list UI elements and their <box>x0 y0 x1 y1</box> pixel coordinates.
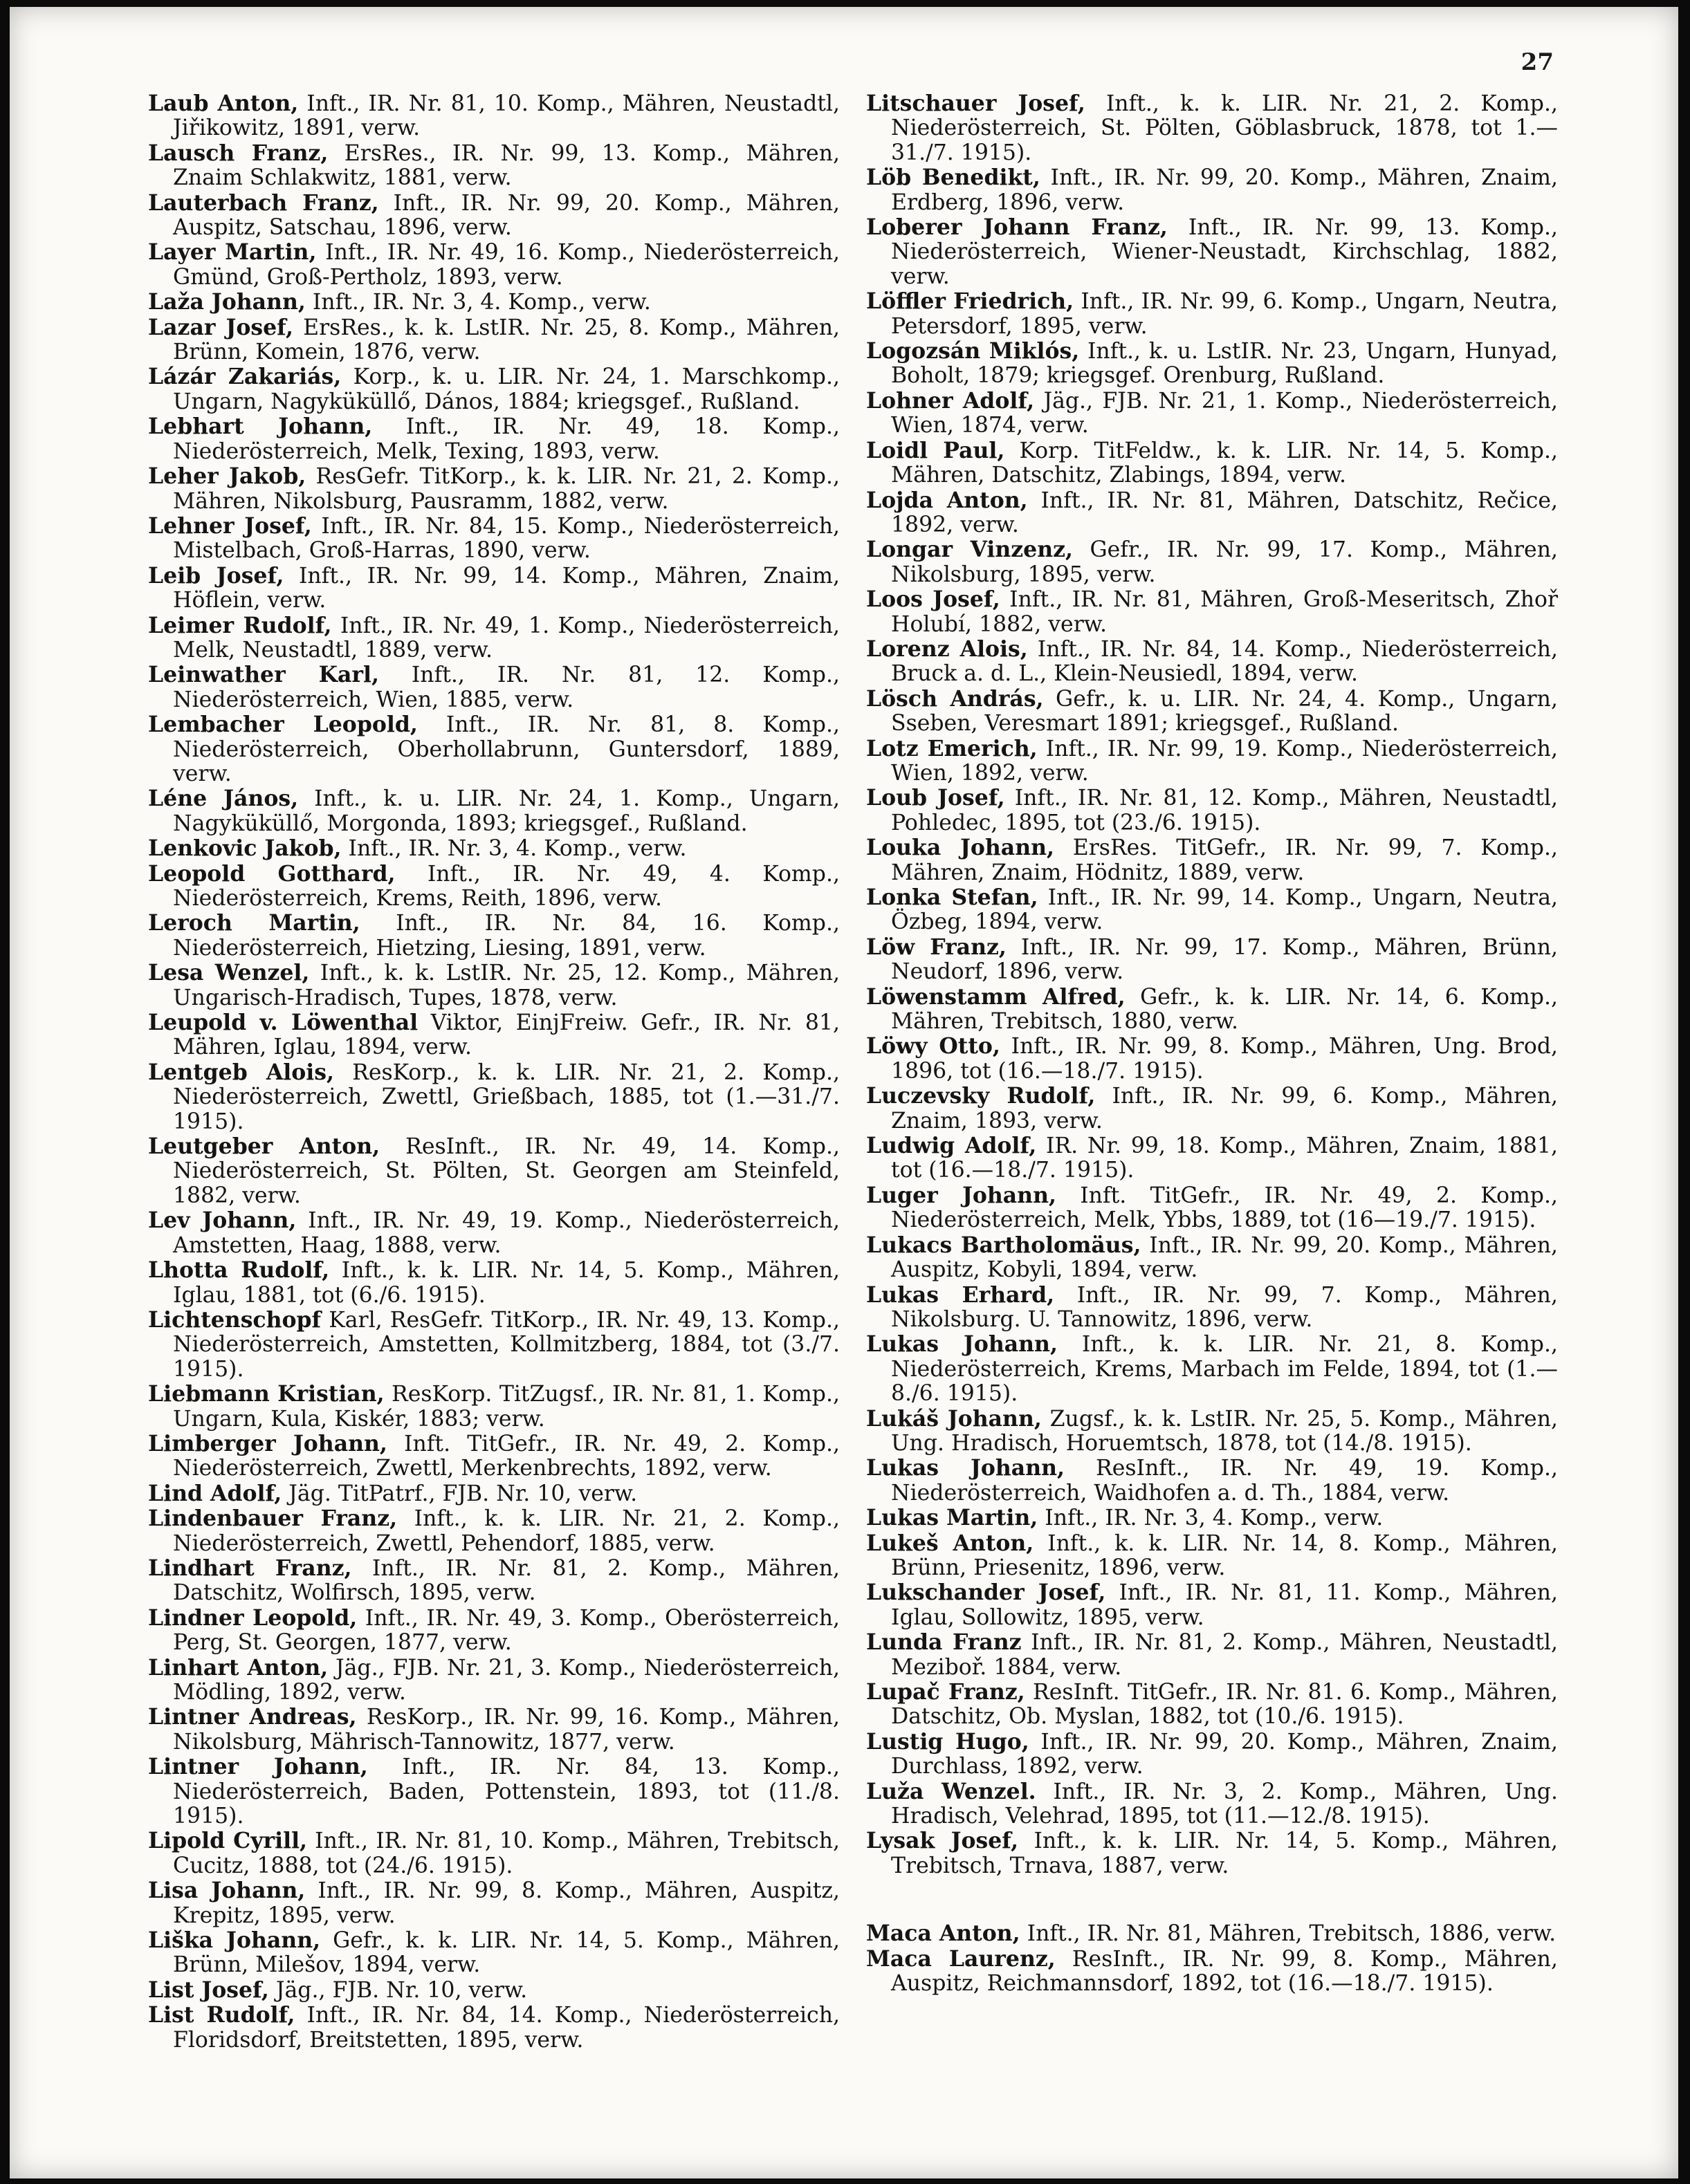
casualty-entry <box>148 414 840 464</box>
casualty-entry <box>866 1233 1558 1283</box>
entry-name: Lintner Andreas, <box>148 1704 357 1730</box>
entry-name: Leutgeber Anton, <box>148 1133 380 1160</box>
casualty-entry <box>148 1506 840 1556</box>
entry-details: Viktor, EinjFreiw. Gefr., IR. Nr. 81, Mähren, Iglau, 1894, verw. <box>173 1010 841 1060</box>
casualty-entry <box>148 2003 840 2053</box>
casualty-entry <box>866 835 1558 885</box>
entry-details: Inft., IR. Nr. 49, 3. Komp., Oberösterreich, Perg, St. Georgen, 1877, verw. <box>173 1605 840 1656</box>
entry-name: Lukacs Bartholomäus, <box>866 1232 1141 1258</box>
entry-name: Lohner Adolf, <box>866 387 1035 414</box>
entry-details: Inft., IR. Nr. 99, 14. Komp., Ungarn, Neutra, Özbeg, 1894, verw. <box>891 885 1558 935</box>
entry-name: Leroch Martin, <box>148 910 360 936</box>
entry-name: List Rudolf, <box>148 2002 295 2028</box>
casualty-entry <box>148 1060 840 1134</box>
casualty-entry <box>866 1506 1558 1530</box>
entry-details: Inft., IR. Nr. 81, 2. Komp., Mähren, Datschitz, Wolfirsch, 1895, verw. <box>173 1555 840 1606</box>
entry-details: ResGefr. TitKorp., k. k. LIR. Nr. 21, 2. Komp., Mähren, Nikolsburg, Pausramm, 1882, verw. <box>173 464 840 514</box>
entry-details: Inft., IR. Nr. 84, 14. Komp., Niederösterreich, Floridsdorf, Breitstetten, 1895, verw. <box>173 2003 840 2053</box>
entry-details: ErsRes., k. k. LstIR. Nr. 25, 8. Komp., Mähren, Brünn, Komein, 1876, verw. <box>173 315 841 365</box>
casualty-entry <box>866 537 1558 587</box>
casualty-entry <box>148 1010 840 1060</box>
casualty-entry <box>148 1481 840 1506</box>
entry-details: Inft., IR. Nr. 99, 19. Komp., Niederösterreich, Wien, 1892, verw. <box>891 736 1558 786</box>
entry-details: Inft., IR. Nr. 49, 16. Komp., Niederösterreich, Gmünd, Groß-Pertholz, 1893, verw. <box>173 240 840 290</box>
entry-name: Lipold Cyrill, <box>148 1828 308 1854</box>
entry-name: Lhotta Rudolf, <box>148 1257 330 1284</box>
casualty-entry <box>148 1656 840 1705</box>
entry-details: ResInft., IR. Nr. 49, 19. Komp., Niederösterreich, Waidhofen a. d. Th., 1884, verw. <box>891 1456 1558 1506</box>
casualty-entry <box>148 514 840 564</box>
entry-details: Inft., IR. Nr. 99, 14. Komp., Mähren, Znaim, Höflein, verw. <box>173 563 840 613</box>
entry-name: Lunda Franz <box>866 1629 1022 1656</box>
entry-name: Lichtenschopf <box>148 1306 322 1333</box>
casualty-entry <box>866 737 1558 786</box>
entry-details: Inft., IR. Nr. 99, 20. Komp., Mähren, Auspitz, Kobyli, 1894, verw. <box>891 1232 1558 1283</box>
entry-details: Inft., IR. Nr. 3, 4. Komp., verw. <box>1038 1506 1384 1531</box>
entry-name: Leinwather Karl, <box>148 662 379 688</box>
casualty-entry <box>866 389 1558 438</box>
entry-name: Laža Johann, <box>148 289 306 315</box>
casualty-entry <box>148 1878 840 1928</box>
entry-details: ErsRes. TitGefr., IR. Nr. 99, 7. Komp., Mähren, Znaim, Hödnitz, 1889, verw. <box>891 835 1558 885</box>
entry-details: Korp. TitFeldw., k. k. LIR. Nr. 14, 5. Komp., Mähren, Datschitz, Zlabings, 1894, verw. <box>891 438 1559 488</box>
entry-details: Gefr., k. u. LIR. Nr. 24, 4. Komp., Ungarn, Sseben, Veresmart 1891; kriegsgef., Rußland. <box>891 686 1558 737</box>
entry-details: Inft., k. u. LIR. Nr. 24, 1. Komp., Ungarn, Nagyküküllő, Morgonda, 1893; kriegsgef., Rußland. <box>173 786 840 836</box>
casualty-entry <box>148 464 840 514</box>
casualty-entry <box>148 364 840 414</box>
entry-details: Inft., IR. Nr. 99, 13. Komp., Niederösterreich, Wiener-Neustadt, Kirchschlag, 1882, verw. <box>891 215 1559 289</box>
casualty-entry <box>148 191 840 241</box>
entry-name: Löwy Otto, <box>866 1033 1000 1059</box>
casualty-entry <box>866 215 1558 289</box>
casualty-entry <box>866 339 1558 389</box>
entry-name: Lentgeb Alois, <box>148 1059 334 1085</box>
entry-details: Inft., IR. Nr. 49, 19. Komp., Niederösterreich, Amstetten, Haag, 1888, verw. <box>173 1208 840 1258</box>
entry-details: ResKorp., k. k. LIR. Nr. 21, 2. Komp., Niederösterreich, Zwettl, Grießbach, 1885, tot (1.—31./7. 1915). <box>173 1059 840 1134</box>
entry-details: ResInft. TitGefr., IR. Nr. 81. 6. Komp., Mähren, Datschitz, Ob. Myslan, 1882, tot (10./6. 1915). <box>891 1680 1558 1730</box>
left-column <box>148 91 840 2053</box>
entry-name: Lukeš Anton, <box>866 1530 1034 1556</box>
section-gap <box>866 1878 1558 1921</box>
entry-details: Inft., IR. Nr. 81, 10. Komp., Mähren, Trebitsch, Cucitz, 1888, tot (24./6. 1915). <box>173 1829 840 1878</box>
entry-name: Lenkovic Jakob, <box>148 835 342 862</box>
casualty-entry <box>866 1034 1558 1084</box>
entry-details: Inft., IR. Nr. 84, 16. Komp., Niederösterreich, Hietzing, Liesing, 1891, verw. <box>173 911 840 961</box>
entry-name: Laub Anton, <box>148 91 299 116</box>
entry-name: Liebmann Kristian, <box>148 1381 385 1407</box>
entry-name: Lintner Johann, <box>148 1754 368 1780</box>
entry-name: Lindenbauer Franz, <box>148 1506 398 1532</box>
casualty-entry <box>148 1606 840 1656</box>
casualty-entry <box>866 1283 1558 1333</box>
casualty-entry <box>148 1382 840 1432</box>
entry-name: Lysak Josef, <box>866 1828 1019 1854</box>
entry-details: ErsRes., IR. Nr. 99, 13. Komp., Mähren, Znaim Schlakwitz, 1881, verw. <box>173 140 840 191</box>
casualty-entry <box>148 1928 840 1978</box>
entry-details: Gefr., k. k. LIR. Nr. 14, 5. Komp., Mähren, Brünn, Milešov, 1894, verw. <box>173 1928 840 1978</box>
entry-details: Inft., IR. Nr. 99, 20. Komp., Mähren, Znaim, Durchlass, 1892, verw. <box>891 1729 1558 1779</box>
casualty-entry <box>148 911 840 961</box>
entry-name: Léne János, <box>148 786 299 812</box>
entry-name: Maca Laurenz, <box>866 1945 1056 1972</box>
casualty-entry <box>866 1730 1558 1779</box>
casualty-entry <box>866 1407 1558 1456</box>
entry-name: Leopold Gotthard, <box>148 860 396 887</box>
entry-name: Lindhart Franz, <box>148 1555 352 1581</box>
page-number: 27 <box>1521 48 1554 76</box>
entry-details: Inft., IR. Nr. 81, 10. Komp., Mähren, Neustadtl, Jiřikowitz, 1891, verw. <box>173 91 840 141</box>
entry-name: Lojda Anton, <box>866 487 1028 513</box>
casualty-entry <box>148 836 840 861</box>
entry-name: Longar Vinzenz, <box>866 537 1073 563</box>
casualty-entry <box>148 315 840 365</box>
entry-name: Luczevsky Rudolf, <box>866 1083 1096 1109</box>
entry-details: ResKorp. TitZugsf., IR. Nr. 81, 1. Komp., Ungarn, Kula, Kiskér, 1883; verw. <box>173 1382 840 1432</box>
entry-name: Lonka Stefan, <box>866 885 1038 910</box>
entry-details: Inft., IR. Nr. 49, 4. Komp., Niederösterreich, Krems, Reith, 1896, verw. <box>173 861 840 911</box>
entry-details: Inft., IR. Nr. 99, 8. Komp., Mähren, Ung. Brod, 1896, tot (16.—18./7. 1915). <box>891 1034 1559 1084</box>
entry-name: Limberger Johann, <box>148 1430 387 1456</box>
entry-details: IR. Nr. 99, 18. Komp., Mähren, Znaim, 1881, tot (16.—18./7. 1915). <box>891 1133 1559 1183</box>
entry-name: Lisa Johann, <box>148 1878 306 1904</box>
entry-name: Louka Johann, <box>866 835 1054 861</box>
casualty-entry <box>148 1556 840 1606</box>
entry-details: Inft., k. k. LIR. Nr. 14, 5. Komp., Mähren, Iglau, 1881, tot (6./6. 1915). <box>173 1258 840 1308</box>
entry-details: Inft., IR. Nr. 81, Mähren, Groß-Meseritsch, Zhoř Holubí, 1882, verw. <box>891 587 1558 637</box>
entry-details: Gefr., IR. Nr. 99, 17. Komp., Mähren, Nikolsburg, 1895, verw. <box>891 537 1558 587</box>
entry-details: Inft., k. k. LIR. Nr. 21, 2. Komp., Niederösterreich, St. Pölten, Göblasbruck, 1878, tot 1.—31./7. 1915). <box>891 91 1558 165</box>
casualty-entry <box>148 1705 840 1755</box>
casualty-entry <box>148 240 840 290</box>
entry-name: Loidl Paul, <box>866 437 1005 463</box>
entry-details: Inft., k. k. LIR. Nr. 14, 5. Komp., Mähren, Trebitsch, Trnava, 1887, verw. <box>891 1829 1558 1878</box>
entry-details: Jäg., FJB. Nr. 10, verw. <box>268 1977 528 2003</box>
entry-details: Inft., IR. Nr. 49, 18. Komp., Niederösterreich, Melk, Texing, 1893, verw. <box>173 414 840 464</box>
entry-details: Inft., IR. Nr. 81, Mähren, Datschitz, Rečice, 1892, verw. <box>891 488 1558 537</box>
entry-name: Lösch András, <box>866 685 1044 712</box>
casualty-entry <box>148 141 840 191</box>
entry-name: Lind Adolf, <box>148 1480 282 1506</box>
entry-details: Inft., IR. Nr. 81, 2. Komp., Mähren, Neustadtl, Meziboř. 1884, verw. <box>891 1630 1558 1680</box>
entry-name: Lausch Franz, <box>148 140 329 166</box>
casualty-entry <box>866 1183 1558 1233</box>
right-column <box>866 91 1558 1996</box>
entry-name: Lukas Johann, <box>866 1455 1065 1481</box>
entry-name: Litschauer Josef, <box>866 91 1085 116</box>
casualty-entry <box>148 1134 840 1208</box>
casualty-entry <box>866 1580 1558 1630</box>
casualty-entry <box>148 613 840 663</box>
casualty-entry <box>866 1084 1558 1133</box>
entry-details: Inft., IR. Nr. 3, 4. Komp., verw. <box>305 290 651 315</box>
casualty-entry <box>866 935 1558 985</box>
entry-name: Lázár Zakariás, <box>148 364 342 390</box>
casualty-entry <box>148 1258 840 1308</box>
entry-name: Lotz Emerich, <box>866 735 1038 761</box>
entry-details: Inft. TitGefr., IR. Nr. 49, 2. Komp., Niederösterreich, Zwettl, Merkenbrechts, 1892, verw. <box>173 1431 841 1481</box>
entry-name: Loberer Johann Franz, <box>866 214 1168 241</box>
casualty-entry <box>148 862 840 911</box>
casualty-entry <box>866 1680 1558 1730</box>
casualty-entry <box>866 1456 1558 1506</box>
casualty-entry <box>866 438 1558 488</box>
entry-details: Inft., IR. Nr. 81, Mähren, Trebitsch, 1886, verw. <box>1020 1921 1556 1947</box>
entry-name: Lupač Franz, <box>866 1679 1025 1705</box>
casualty-entry <box>866 1630 1558 1680</box>
entry-name: Lukschander Josef, <box>866 1580 1106 1606</box>
entry-details: Inft., k. u. LstIR. Nr. 23, Ungarn, Hunyad, Boholt, 1879; kriegsgef. Orenburg, Rußland. <box>891 339 1558 389</box>
casualty-entry <box>148 290 840 315</box>
entry-name: Maca Anton, <box>866 1921 1020 1947</box>
entry-name: Lukas Johann, <box>866 1331 1058 1358</box>
entry-details: Inft., IR. Nr. 84, 15. Komp., Niederösterreich, Mistelbach, Groß-Harras, 1890, verw. <box>173 513 840 564</box>
entry-name: Leib Josef, <box>148 562 284 589</box>
casualty-entry <box>866 1947 1558 1997</box>
entry-details: Korp., k. u. LIR. Nr. 24, 1. Marschkomp., Ungarn, Nagyküküllő, Dános, 1884; kriegsgef., Rußland. <box>173 364 840 414</box>
entry-name: Lebhart Johann, <box>148 414 373 440</box>
entry-details: Jäg. TitPatrf., FJB. Nr. 10, verw. <box>282 1481 638 1506</box>
casualty-entry <box>148 961 840 1010</box>
entry-name: Luža Wenzel. <box>866 1778 1036 1804</box>
entry-name: Lustig Hugo, <box>866 1728 1029 1755</box>
casualty-entry <box>866 1829 1558 1878</box>
entry-name: Löffler Friedrich, <box>866 288 1074 315</box>
entry-details: Inft., IR. Nr. 99, 6. Komp., Mähren, Znaim, 1893, verw. <box>891 1084 1558 1133</box>
entry-name: Lazar Josef, <box>148 314 294 340</box>
casualty-entry <box>148 1755 840 1829</box>
entry-details: ResInft., IR. Nr. 49, 14. Komp., Niederösterreich, St. Pölten, St. Georgen am Steinfeld, 1882, verw. <box>173 1134 840 1208</box>
entry-details: Inft., IR. Nr. 99, 20. Komp., Mähren, Znaim, Erdberg, 1896, verw. <box>891 165 1558 215</box>
casualty-entry <box>866 637 1558 687</box>
entry-name: Leher Jakob, <box>148 463 306 490</box>
entry-details: Inft., k. k. LIR. Nr. 21, 2. Komp., Niederösterreich, Zwettl, Pehendorf, 1885, verw. <box>173 1506 840 1556</box>
entry-name: Lukas Martin, <box>866 1505 1038 1531</box>
entry-details: Inft., IR. Nr. 99, 17. Komp., Mähren, Brünn, Neudorf, 1896, verw. <box>891 934 1558 985</box>
entry-details: Inft., IR. Nr. 99, 6. Komp., Ungarn, Neutra, Petersdorf, 1895, verw. <box>891 289 1558 339</box>
entry-details: Jäg., FJB. Nr. 21, 1. Komp., Niederösterreich, Wien, 1874, verw. <box>891 388 1558 438</box>
casualty-entry <box>866 488 1558 538</box>
casualty-entry <box>148 1308 840 1382</box>
entry-details: Karl, ResGefr. TitKorp., IR. Nr. 49, 13. Komp., Niederösterreich, Amstetten, Kollmitzberg, 1884, tot (3./7. 1915). <box>173 1307 840 1382</box>
casualty-entry <box>148 663 840 712</box>
entry-details: Inft., IR. Nr. 81, 12. Komp., Niederösterreich, Wien, 1885, verw. <box>173 663 840 712</box>
entry-name: Lorenz Alois, <box>866 636 1028 662</box>
entry-details: Inft., IR. Nr. 99, 7. Komp., Mähren, Nikolsburg. U. Tannowitz, 1896, verw. <box>891 1282 1558 1332</box>
casualty-entry <box>866 786 1558 835</box>
casualty-entry <box>148 1978 840 2003</box>
entry-name: Loos Josef, <box>866 586 1000 613</box>
document-page <box>10 7 1678 2178</box>
casualty-entry <box>866 91 1558 165</box>
casualty-entry <box>866 687 1558 737</box>
entry-name: Lembacher Leopold, <box>148 712 418 738</box>
casualty-entry <box>866 1133 1558 1183</box>
entry-name: Lehner Josef, <box>148 512 312 539</box>
entry-details: Inft., k. k. LIR. Nr. 14, 8. Komp., Mähren, Brünn, Priesenitz, 1896, verw. <box>891 1530 1559 1580</box>
casualty-entry <box>866 985 1558 1035</box>
entry-details: Inft., IR. Nr. 49, 1. Komp., Niederösterreich, Melk, Neustadtl, 1889, verw. <box>173 613 841 663</box>
entry-name: Lukáš Johann, <box>866 1405 1042 1432</box>
entry-name: Löb Benedikt, <box>866 165 1040 191</box>
entry-details: Inft., IR. Nr. 3, 2. Komp., Mähren, Ung. Hradisch, Velehrad, 1895, tot (11.—12./8. 1915). <box>891 1779 1558 1829</box>
entry-name: Liška Johann, <box>148 1927 321 1954</box>
casualty-entry <box>148 1208 840 1258</box>
entry-name: Löw Franz, <box>866 934 1007 960</box>
entry-details: ResInft., IR. Nr. 99, 8. Komp., Mähren, Auspitz, Reichmannsdorf, 1892, tot (16.—18./7. 1915). <box>891 1946 1558 1997</box>
entry-name: Linhart Anton, <box>148 1654 329 1681</box>
entry-details: Inft. TitGefr., IR. Nr. 49, 2. Komp., Niederösterreich, Melk, Ybbs, 1889, tot (16—19./7. 1915). <box>891 1183 1558 1233</box>
casualty-entry <box>148 564 840 613</box>
casualty-entry <box>866 1779 1558 1829</box>
casualty-entry <box>148 1432 840 1481</box>
entry-details: Inft., k. k. LstIR. Nr. 25, 12. Komp., Mähren, Ungarisch-Hradisch, Tupes, 1878, verw. <box>173 961 840 1010</box>
entry-name: Loub Josef, <box>866 785 1005 811</box>
casualty-entry <box>866 1921 1558 1946</box>
casualty-entry <box>148 1829 840 1878</box>
casualty-entry <box>866 1332 1558 1406</box>
entry-details: Inft., IR. Nr. 81, 8. Komp., Niederösterreich, Oberhollabrunn, Guntersdorf, 1889, verw. <box>173 712 840 786</box>
casualty-entry <box>866 885 1558 935</box>
casualty-entry <box>148 91 840 141</box>
entry-name: Lev Johann, <box>148 1207 297 1234</box>
entry-details: Inft., IR. Nr. 99, 8. Komp., Mähren, Auspitz, Krepitz, 1895, verw. <box>173 1878 840 1928</box>
entry-name: Leupold v. Löwenthal <box>148 1010 419 1036</box>
entry-details: Zugsf., k. k. LstIR. Nr. 25, 5. Komp., Mähren, Ung. Hradisch, Horuemtsch, 1878, tot (14./8. 1915). <box>891 1406 1558 1456</box>
entry-details: ResKorp., IR. Nr. 99, 16. Komp., Mähren, Nikolsburg, Mährisch-Tannowitz, 1877, verw. <box>173 1705 840 1755</box>
entry-details: Inft., IR. Nr. 81, 11. Komp., Mähren, Iglau, Sollowitz, 1895, verw. <box>891 1580 1559 1630</box>
entry-name: Layer Martin, <box>148 239 317 266</box>
entry-name: Löwenstamm Alfred, <box>866 983 1126 1010</box>
casualty-entry <box>866 289 1558 339</box>
entry-details: Inft., IR. Nr. 84, 14. Komp., Niederösterreich, Bruck a. d. L., Klein-Neusiedl, 1894, verw. <box>891 636 1558 687</box>
entry-name: List Josef, <box>148 1977 269 2003</box>
entry-details: Inft., IR. Nr. 99, 20. Komp., Mähren, Auspitz, Satschau, 1896, verw. <box>173 190 840 241</box>
entry-details: Inft., k. k. LIR. Nr. 21, 8. Komp., Niederösterreich, Krems, Marbach im Felde, 1894, tot (1.—8./6. 1915). <box>891 1332 1558 1407</box>
casualty-entry <box>866 165 1558 215</box>
entry-name: Lesa Wenzel, <box>148 960 310 986</box>
entry-details: Jäg., FJB. Nr. 21, 3. Komp., Niederösterreich, Mödling, 1892, verw. <box>173 1655 841 1705</box>
entry-name: Ludwig Adolf, <box>866 1133 1037 1159</box>
casualty-entry <box>148 712 840 786</box>
casualty-entry <box>866 1531 1558 1581</box>
entry-name: Lauterbach Franz, <box>148 189 379 216</box>
entry-name: Luger Johann, <box>866 1182 1056 1208</box>
entry-details: Inft., IR. Nr. 3, 4. Komp., verw. <box>341 836 687 862</box>
casualty-entry <box>148 786 840 836</box>
entry-name: Lindner Leopold, <box>148 1604 358 1631</box>
entry-name: Leimer Rudolf, <box>148 612 332 638</box>
entry-details: Gefr., k. k. LIR. Nr. 14, 6. Komp., Mähren, Trebitsch, 1880, verw. <box>891 984 1558 1035</box>
entry-name: Logozsán Miklós, <box>866 338 1080 364</box>
entry-details: Inft., IR. Nr. 84, 13. Komp., Niederösterreich, Baden, Pottenstein, 1893, tot (11./8. 1915). <box>173 1755 840 1829</box>
entry-details: Inft., IR. Nr. 81, 12. Komp., Mähren, Neustadtl, Pohledec, 1895, tot (23./6. 1915). <box>891 786 1558 835</box>
casualty-entry <box>866 587 1558 637</box>
entry-name: Lukas Erhard, <box>866 1281 1055 1308</box>
